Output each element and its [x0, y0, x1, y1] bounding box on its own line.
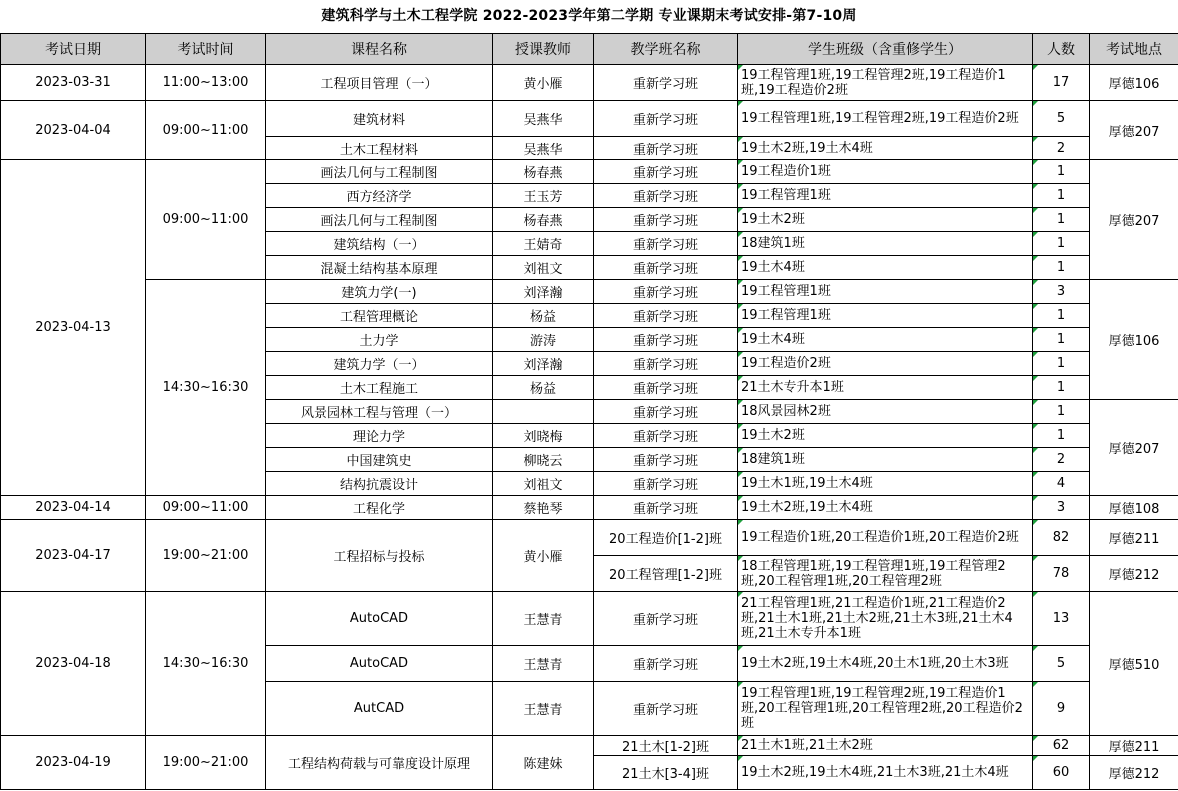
- header-time: 考试时间: [146, 34, 266, 65]
- student-class-cell: 19土木4班: [738, 256, 1033, 280]
- teaching-class-cell: 重新学习班: [594, 352, 738, 376]
- course-cell: AutoCAD: [266, 592, 493, 646]
- course-cell: 中国建筑史: [266, 448, 493, 472]
- teaching-class-cell: 重新学习班: [594, 592, 738, 646]
- teaching-class-cell: 重新学习班: [594, 448, 738, 472]
- date-cell: 2023-04-19: [1, 736, 146, 790]
- course-cell: 建筑力学(一): [266, 280, 493, 304]
- date-cell: 2023-03-31: [1, 65, 146, 101]
- teacher-cell: 杨益: [493, 376, 594, 400]
- course-cell: 西方经济学: [266, 184, 493, 208]
- teacher-cell: 蔡艳琴: [493, 496, 594, 520]
- student-class-cell: 19工程管理1班: [738, 184, 1033, 208]
- table-row: [1, 160, 1178, 184]
- count-cell: 82: [1033, 520, 1090, 556]
- room-cell: 厚德510: [1090, 592, 1178, 736]
- time-cell: 19:00~21:00: [146, 520, 266, 592]
- count-cell: 4: [1033, 472, 1090, 496]
- count-cell: 1: [1033, 184, 1090, 208]
- count-cell: 1: [1033, 160, 1090, 184]
- teaching-class-cell: 重新学习班: [594, 137, 738, 160]
- exam-table: [0, 33, 1178, 790]
- teaching-class-cell: 重新学习班: [594, 280, 738, 304]
- teaching-class-cell: 重新学习班: [594, 646, 738, 682]
- count-cell: 2: [1033, 137, 1090, 160]
- teaching-class-cell: 重新学习班: [594, 400, 738, 424]
- count-cell: 9: [1033, 682, 1090, 736]
- student-class-cell: 19土木2班,19土木4班: [738, 137, 1033, 160]
- teaching-class-cell: 重新学习班: [594, 232, 738, 256]
- course-cell: AutoCAD: [266, 646, 493, 682]
- course-cell: 土力学: [266, 328, 493, 352]
- count-cell: 1: [1033, 304, 1090, 328]
- course-cell: 风景园林工程与管理（一）: [266, 400, 493, 424]
- student-class-cell: 18风景园林2班: [738, 400, 1033, 424]
- room-cell: 厚德207: [1090, 400, 1178, 496]
- teacher-cell: 刘泽瀚: [493, 352, 594, 376]
- teaching-class-cell: 21土木[1-2]班: [594, 736, 738, 756]
- course-cell: 工程化学: [266, 496, 493, 520]
- teacher-cell: 王玉芳: [493, 184, 594, 208]
- teaching-class-cell: 重新学习班: [594, 160, 738, 184]
- course-cell: 工程招标与投标: [266, 520, 493, 592]
- time-cell: 09:00~11:00: [146, 101, 266, 160]
- room-cell: 厚德106: [1090, 65, 1178, 101]
- student-class-cell: 21土木专升本1班: [738, 376, 1033, 400]
- student-class-cell: 19土木4班: [738, 328, 1033, 352]
- course-cell: 结构抗震设计: [266, 472, 493, 496]
- teacher-cell: 黄小雁: [493, 520, 594, 592]
- room-cell: 厚德106: [1090, 280, 1178, 400]
- student-class-cell: 19土木2班,19土木4班,21土木3班,21土木4班: [738, 756, 1033, 790]
- date-cell: 2023-04-18: [1, 592, 146, 736]
- header-date: 考试日期: [1, 34, 146, 65]
- table-row: [1, 65, 1178, 101]
- course-cell: 理论力学: [266, 424, 493, 448]
- teacher-cell: 刘泽瀚: [493, 280, 594, 304]
- student-class-cell: 19土木1班,19土木4班: [738, 472, 1033, 496]
- teaching-class-cell: 重新学习班: [594, 208, 738, 232]
- student-class-cell: 19工程造价1班,20工程造价1班,20工程造价2班: [738, 520, 1033, 556]
- teacher-cell: 杨春燕: [493, 160, 594, 184]
- date-cell: 2023-04-04: [1, 101, 146, 160]
- room-cell: 厚德207: [1090, 101, 1178, 160]
- teaching-class-cell: 21土木[3-4]班: [594, 756, 738, 790]
- date-cell: 2023-04-14: [1, 496, 146, 520]
- course-cell: 工程管理概论: [266, 304, 493, 328]
- teaching-class-cell: 重新学习班: [594, 101, 738, 137]
- date-cell: 2023-04-13: [1, 160, 146, 496]
- teaching-class-cell: 重新学习班: [594, 328, 738, 352]
- count-cell: 62: [1033, 736, 1090, 756]
- table-row: [1, 736, 1178, 756]
- course-cell: 混凝土结构基本原理: [266, 256, 493, 280]
- room-cell: 厚德212: [1090, 756, 1178, 790]
- header-teacher: 授课教师: [493, 34, 594, 65]
- room-cell: 厚德211: [1090, 736, 1178, 756]
- course-cell: 画法几何与工程制图: [266, 160, 493, 184]
- count-cell: 1: [1033, 424, 1090, 448]
- count-cell: 1: [1033, 352, 1090, 376]
- room-cell: 厚德212: [1090, 556, 1178, 592]
- count-cell: 1: [1033, 376, 1090, 400]
- count-cell: 78: [1033, 556, 1090, 592]
- teaching-class-cell: 重新学习班: [594, 256, 738, 280]
- student-class-cell: 19工程管理1班,19工程管理2班,19工程造价1班,19工程造价2班: [738, 65, 1033, 101]
- teacher-cell: 刘祖文: [493, 256, 594, 280]
- teaching-class-cell: 重新学习班: [594, 682, 738, 736]
- course-cell: 建筑材料: [266, 101, 493, 137]
- time-cell: 19:00~21:00: [146, 736, 266, 790]
- count-cell: 13: [1033, 592, 1090, 646]
- course-cell: 土木工程材料: [266, 137, 493, 160]
- teacher-cell: 王慧青: [493, 646, 594, 682]
- student-class-cell: 19工程管理1班,19工程管理2班,19工程造价2班: [738, 101, 1033, 137]
- teacher-cell: 刘祖文: [493, 472, 594, 496]
- header-course: 课程名称: [266, 34, 493, 65]
- student-class-cell: 19土木2班,19土木4班: [738, 496, 1033, 520]
- student-class-cell: 19工程管理1班,19工程管理2班,19工程造价1班,20工程管理1班,20工程管理2班,20工程造价2班: [738, 682, 1033, 736]
- teacher-cell: 王婧奇: [493, 232, 594, 256]
- course-cell: 建筑力学（一）: [266, 352, 493, 376]
- date-cell: 2023-04-17: [1, 520, 146, 592]
- teacher-cell: 吴燕华: [493, 137, 594, 160]
- count-cell: 1: [1033, 256, 1090, 280]
- room-cell: 厚德108: [1090, 496, 1178, 520]
- table-row: [1, 280, 1178, 304]
- header-count: 人数: [1033, 34, 1090, 65]
- student-class-cell: 19土木2班: [738, 208, 1033, 232]
- teacher-cell: 杨益: [493, 304, 594, 328]
- count-cell: 5: [1033, 101, 1090, 137]
- room-cell: 厚德211: [1090, 520, 1178, 556]
- teacher-cell: 游涛: [493, 328, 594, 352]
- student-class-cell: 19工程管理1班: [738, 304, 1033, 328]
- count-cell: 3: [1033, 280, 1090, 304]
- student-class-cell: 19土木2班,19土木4班,20土木1班,20土木3班: [738, 646, 1033, 682]
- student-class-cell: 18工程管理1班,19工程管理1班,19工程管理2班,20工程管理1班,20工程管理2班: [738, 556, 1033, 592]
- course-cell: AutCAD: [266, 682, 493, 736]
- student-class-cell: 21工程管理1班,21工程造价1班,21工程造价2班,21土木1班,21土木2班,21土木3班,21土木4班,21土木专升本1班: [738, 592, 1033, 646]
- teaching-class-cell: 重新学习班: [594, 376, 738, 400]
- table-row: [1, 520, 1178, 556]
- student-class-cell: 19工程造价1班: [738, 160, 1033, 184]
- count-cell: 1: [1033, 208, 1090, 232]
- student-class-cell: 19工程造价2班: [738, 352, 1033, 376]
- header-teaching-class: 教学班名称: [594, 34, 738, 65]
- teaching-class-cell: 重新学习班: [594, 65, 738, 101]
- course-cell: 土木工程施工: [266, 376, 493, 400]
- header-room: 考试地点: [1090, 34, 1178, 65]
- student-class-cell: 19土木2班: [738, 424, 1033, 448]
- teaching-class-cell: 20工程造价[1-2]班: [594, 520, 738, 556]
- count-cell: 2: [1033, 448, 1090, 472]
- course-cell: 建筑结构（一）: [266, 232, 493, 256]
- teacher-cell: 杨春燕: [493, 208, 594, 232]
- count-cell: 17: [1033, 65, 1090, 101]
- student-class-cell: 18建筑1班: [738, 232, 1033, 256]
- course-cell: 工程结构荷载与可靠度设计原理: [266, 736, 493, 790]
- time-cell: 11:00~13:00: [146, 65, 266, 101]
- count-cell: 60: [1033, 756, 1090, 790]
- course-cell: 工程项目管理（一）: [266, 65, 493, 101]
- count-cell: 5: [1033, 646, 1090, 682]
- teaching-class-cell: 重新学习班: [594, 304, 738, 328]
- teacher-cell: 吴燕华: [493, 101, 594, 137]
- student-class-cell: 21土木1班,21土木2班: [738, 736, 1033, 756]
- teaching-class-cell: 重新学习班: [594, 496, 738, 520]
- count-cell: 3: [1033, 496, 1090, 520]
- table-row: [1, 592, 1178, 646]
- student-class-cell: 18建筑1班: [738, 448, 1033, 472]
- header-student-class: 学生班级（含重修学生）: [738, 34, 1033, 65]
- teacher-cell: 柳晓云: [493, 448, 594, 472]
- count-cell: 1: [1033, 400, 1090, 424]
- teacher-cell: 王慧青: [493, 682, 594, 736]
- sheet-title: 建筑科学与土木工程学院 2022-2023学年第二学期 专业课期末考试安排-第7-10周: [321, 8, 857, 24]
- course-cell: 画法几何与工程制图: [266, 208, 493, 232]
- teacher-cell: 刘晓梅: [493, 424, 594, 448]
- student-class-cell: 19工程管理1班: [738, 280, 1033, 304]
- table-row: [1, 101, 1178, 137]
- teaching-class-cell: 20工程管理[1-2]班: [594, 556, 738, 592]
- time-cell: 14:30~16:30: [146, 592, 266, 736]
- teaching-class-cell: 重新学习班: [594, 184, 738, 208]
- time-cell: 09:00~11:00: [146, 160, 266, 280]
- teaching-class-cell: 重新学习班: [594, 424, 738, 448]
- count-cell: 1: [1033, 328, 1090, 352]
- teacher-cell: 陈建妹: [493, 736, 594, 790]
- teaching-class-cell: 重新学习班: [594, 472, 738, 496]
- room-cell: 厚德207: [1090, 160, 1178, 280]
- teacher-cell: 黄小雁: [493, 65, 594, 101]
- time-cell: 09:00~11:00: [146, 496, 266, 520]
- header-row: [1, 34, 1178, 65]
- count-cell: 1: [1033, 232, 1090, 256]
- table-row: [1, 496, 1178, 520]
- time-cell: 14:30~16:30: [146, 280, 266, 496]
- teacher-cell: [493, 400, 594, 424]
- teacher-cell: 王慧青: [493, 592, 594, 646]
